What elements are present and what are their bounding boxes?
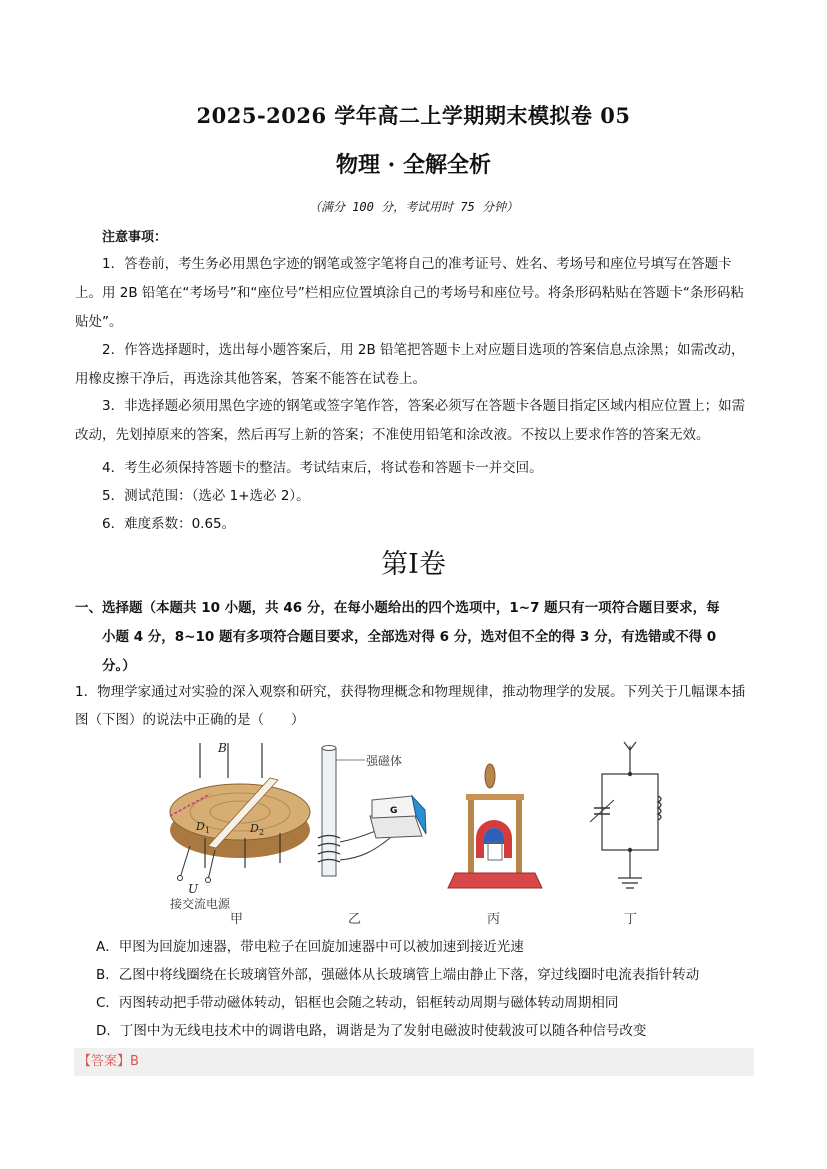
magnet-frame-diagram (448, 764, 542, 927)
option-c: C．丙图转动把手带动磁体转动，铝框也会随之转动，铝框转动周期与磁体转动周期相同 (96, 995, 619, 1011)
label-D1-subscript: 1 (205, 826, 211, 835)
caption-ding: 丁 (624, 912, 638, 927)
label-D2-subscript: 2 (259, 828, 265, 837)
option-d: D．丁图中为无线电技术中的调谐电路，调谐是为了发射电磁波时使载波可以随各种信号改变 (96, 1023, 647, 1039)
answer-value: B (130, 1054, 139, 1069)
label-ac-source: 接交流电源 (170, 897, 231, 911)
section-heading (75, 594, 755, 681)
notice-item-5: 5．测试范围：（选必 1+选必 2）。 (102, 488, 310, 504)
option-a: A．甲图为回旋加速器，带电粒子在回旋加速器中可以被加速到接近光速 (96, 939, 524, 955)
notice-item-4: 4．考生必须保持答题卡的整洁。考试结束后，将试卷和答题卡一并交回。 (102, 460, 543, 476)
notice-item-6: 6．难度系数：0.65。 (102, 516, 236, 532)
label-D1: D (196, 820, 205, 833)
option-b: B．乙图中将线圈绕在长玻璃管外部，强磁体从长玻璃管上端由静止下落，穿过线圈时电流表指针转动 (96, 967, 700, 983)
document-title: 2025-2026 学年高二上学期期末模拟卷 05 (196, 103, 631, 128)
document-subtitle: 物理 · 全解全析 (336, 152, 491, 178)
label-B: B (218, 741, 227, 755)
caption-jia: 甲 (230, 912, 244, 927)
label-D2: D (250, 822, 259, 835)
section-heading-line-2: 小题 4 分，8~10 题有多项符合题目要求，全部选对得 6 分，选对但不全的得 3 分，有选错或不得 0 (102, 629, 717, 645)
exam-info: （满分 100 分，考试用时 75 分钟） (308, 200, 519, 214)
label-U: U (188, 882, 199, 896)
notice-item-2: 2．作答选择题时，选出每小题答案后，用 2B 铅笔把答题卡上对应题目选项的答案信息点涂黑；如需改动，用橡皮擦干净后，再选涂其他答案，答案不能答在试卷上。 (75, 342, 745, 387)
label-strong-magnet: 强磁体 (366, 754, 403, 768)
cyclotron-diagram (170, 741, 310, 927)
notice-item-1: 1．答卷前，考生务必用黑色字迹的钢笔或签字笔将自己的准考证号、姓名、考场号和座位号填写在答题卡上。用 2B 铅笔在“考场号”和“座位号”栏相应位置填涂自己的考场号和座位号。将条形码粘贴在答题卡“条形码粘贴处”。 (75, 256, 744, 330)
notice-item-3: 3．非选择题必须用黑色字迹的钢笔或签字笔作答，答案必须写在答题卡各题目指定区域内相应位置上；如需改动，先划掉原来的答案，然后再写上新的答案；不准使用铅笔和涂改液。不按以上要求作答的答案无效。 (75, 398, 746, 443)
notice-heading: 注意事项： (102, 230, 168, 245)
label-G: G (390, 806, 398, 816)
tuning-circuit-diagram (590, 742, 661, 927)
caption-yi: 乙 (348, 912, 362, 927)
tube-coil-diagram (318, 746, 426, 928)
question-1-stem: 1．物理学家通过对实验的深入观察和研究，获得物理概念和物理规律，推动物理学的发展。下列关于几幅课本插图（下图）的说法中正确的是（ ） (75, 684, 746, 728)
answer-box (74, 1048, 754, 1076)
section-heading-line-1: 一、选择题（本题共 10 小题，共 46 分，在每小题给出的四个选项中，1~7 题只有一项符合题目要求，每 (75, 600, 720, 616)
answer-tag: 【答案】 (78, 1054, 131, 1069)
section-title: 第Ⅰ卷 (381, 549, 446, 580)
section-heading-line-3: 分。） (102, 658, 136, 674)
question-1-figure (150, 738, 690, 928)
caption-bing: 丙 (487, 912, 501, 927)
